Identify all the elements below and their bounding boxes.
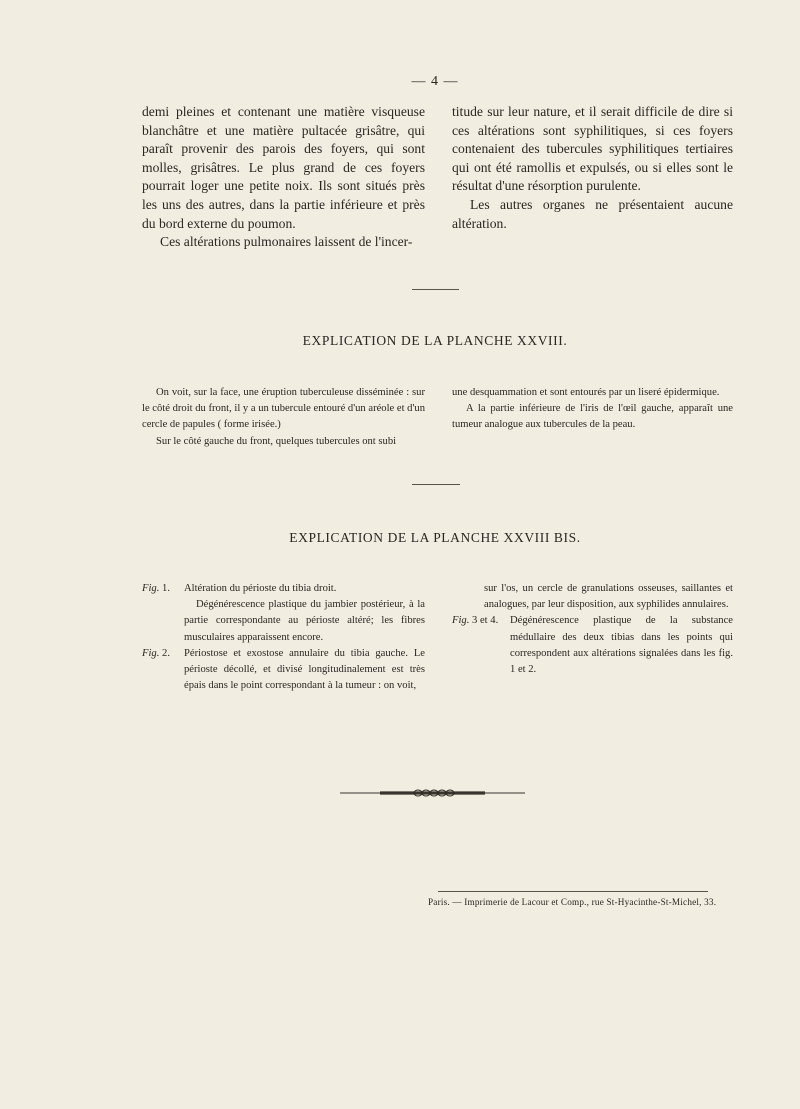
figure-entry [142, 646, 425, 695]
footer-rule [438, 891, 708, 892]
paragraph: On voit, sur la face, une éruption tuberculeuse disséminée : sur le côté droit du front, il y a un tubercule entouré d'un aréole et d'un cercle de papules ( forme irisée.) [142, 387, 425, 431]
figure-label: Fig. 2. [142, 647, 170, 659]
main-text-right-column [452, 103, 733, 233]
paragraph: une desquammation et sont entourés par un liseré épidermique. [452, 387, 720, 398]
main-text-left-column [142, 103, 425, 252]
paragraph: titude sur leur nature, et il serait difficile de dire si ces altérations sont syphilitiques, si ces foyers contenaient des tubercules syphilitiques tertiaires qui ont été ramollis et expulsés, ou si elles sont le résultat d'une résorption purulente. [452, 104, 733, 194]
figure-caption: Altération du périoste du tibia droit. [184, 583, 337, 594]
section-heading: EXPLICATION DE LA PLANCHE XXVIII. [302, 333, 568, 348]
section-divider [412, 289, 459, 290]
paragraph: A la partie inférieure de l'iris de l'œil gauche, apparaît une tumeur analogue aux tubercules de la peau. [452, 403, 733, 431]
section-divider [412, 484, 460, 485]
paragraph: Les autres organes ne présentaient aucune altération. [452, 196, 733, 231]
section-heading: EXPLICATION DE LA PLANCHE XXVIII BIS. [289, 530, 581, 545]
figure-entry [142, 581, 425, 646]
explanation-right-column [452, 385, 733, 434]
figure-legend-right-column [452, 581, 733, 678]
figure-caption: Dégénérescence plastique de la substance médullaire des deux tibias dans les points qui correspondent aux altérations signalées dans les fig. 1 et 2. [510, 615, 733, 676]
explanation-left-column [142, 385, 425, 450]
paragraph: demi pleines et contenant une matière visqueuse blanchâtre et une matière pultacée grisâtre, qui paraît provenir des parois des foyers, qui sont molles, grisâtres. Le plus grand de ces foyers pourrait loger une petite noix. Ils sont situés près les uns des autres, dans la partie inférieure et près du bord externe du poumon. [142, 104, 425, 231]
figure-caption: Périostose et exostose annulaire du tibia gauche. Le périoste décollé, et divisé longitudinalement est très épais dans le point correspondant à la tumeur : on voit, [184, 647, 425, 692]
figure-caption-continued: sur l'os, un cercle de granulations osseuses, saillantes et analogues, par leur disposition, aux syphilides annulaires. [484, 583, 733, 611]
paragraph: Sur le côté gauche du front, quelques tubercules ont subi [156, 435, 397, 447]
printer-imprint: Paris. — Imprimerie de Lacour et Comp., rue St-Hyacinthe-St-Michel, 33. [428, 897, 717, 907]
figure-legend-left-column [142, 581, 425, 694]
figure-caption-continued: Dégénérescence plastique du jambier postérieur, à la partie correspondante au périoste altéré; les fibres musculaires apparaissent encore. [184, 599, 425, 643]
figure-label: Fig. 3 et 4. [452, 615, 499, 627]
paragraph: Ces altérations pulmonaires laissent de l'incer- [160, 234, 413, 250]
figure-entry [452, 613, 733, 678]
ornamental-divider [340, 787, 525, 799]
page-number: — 4 — [411, 74, 459, 89]
figure-label: Fig. 1. [142, 583, 170, 594]
